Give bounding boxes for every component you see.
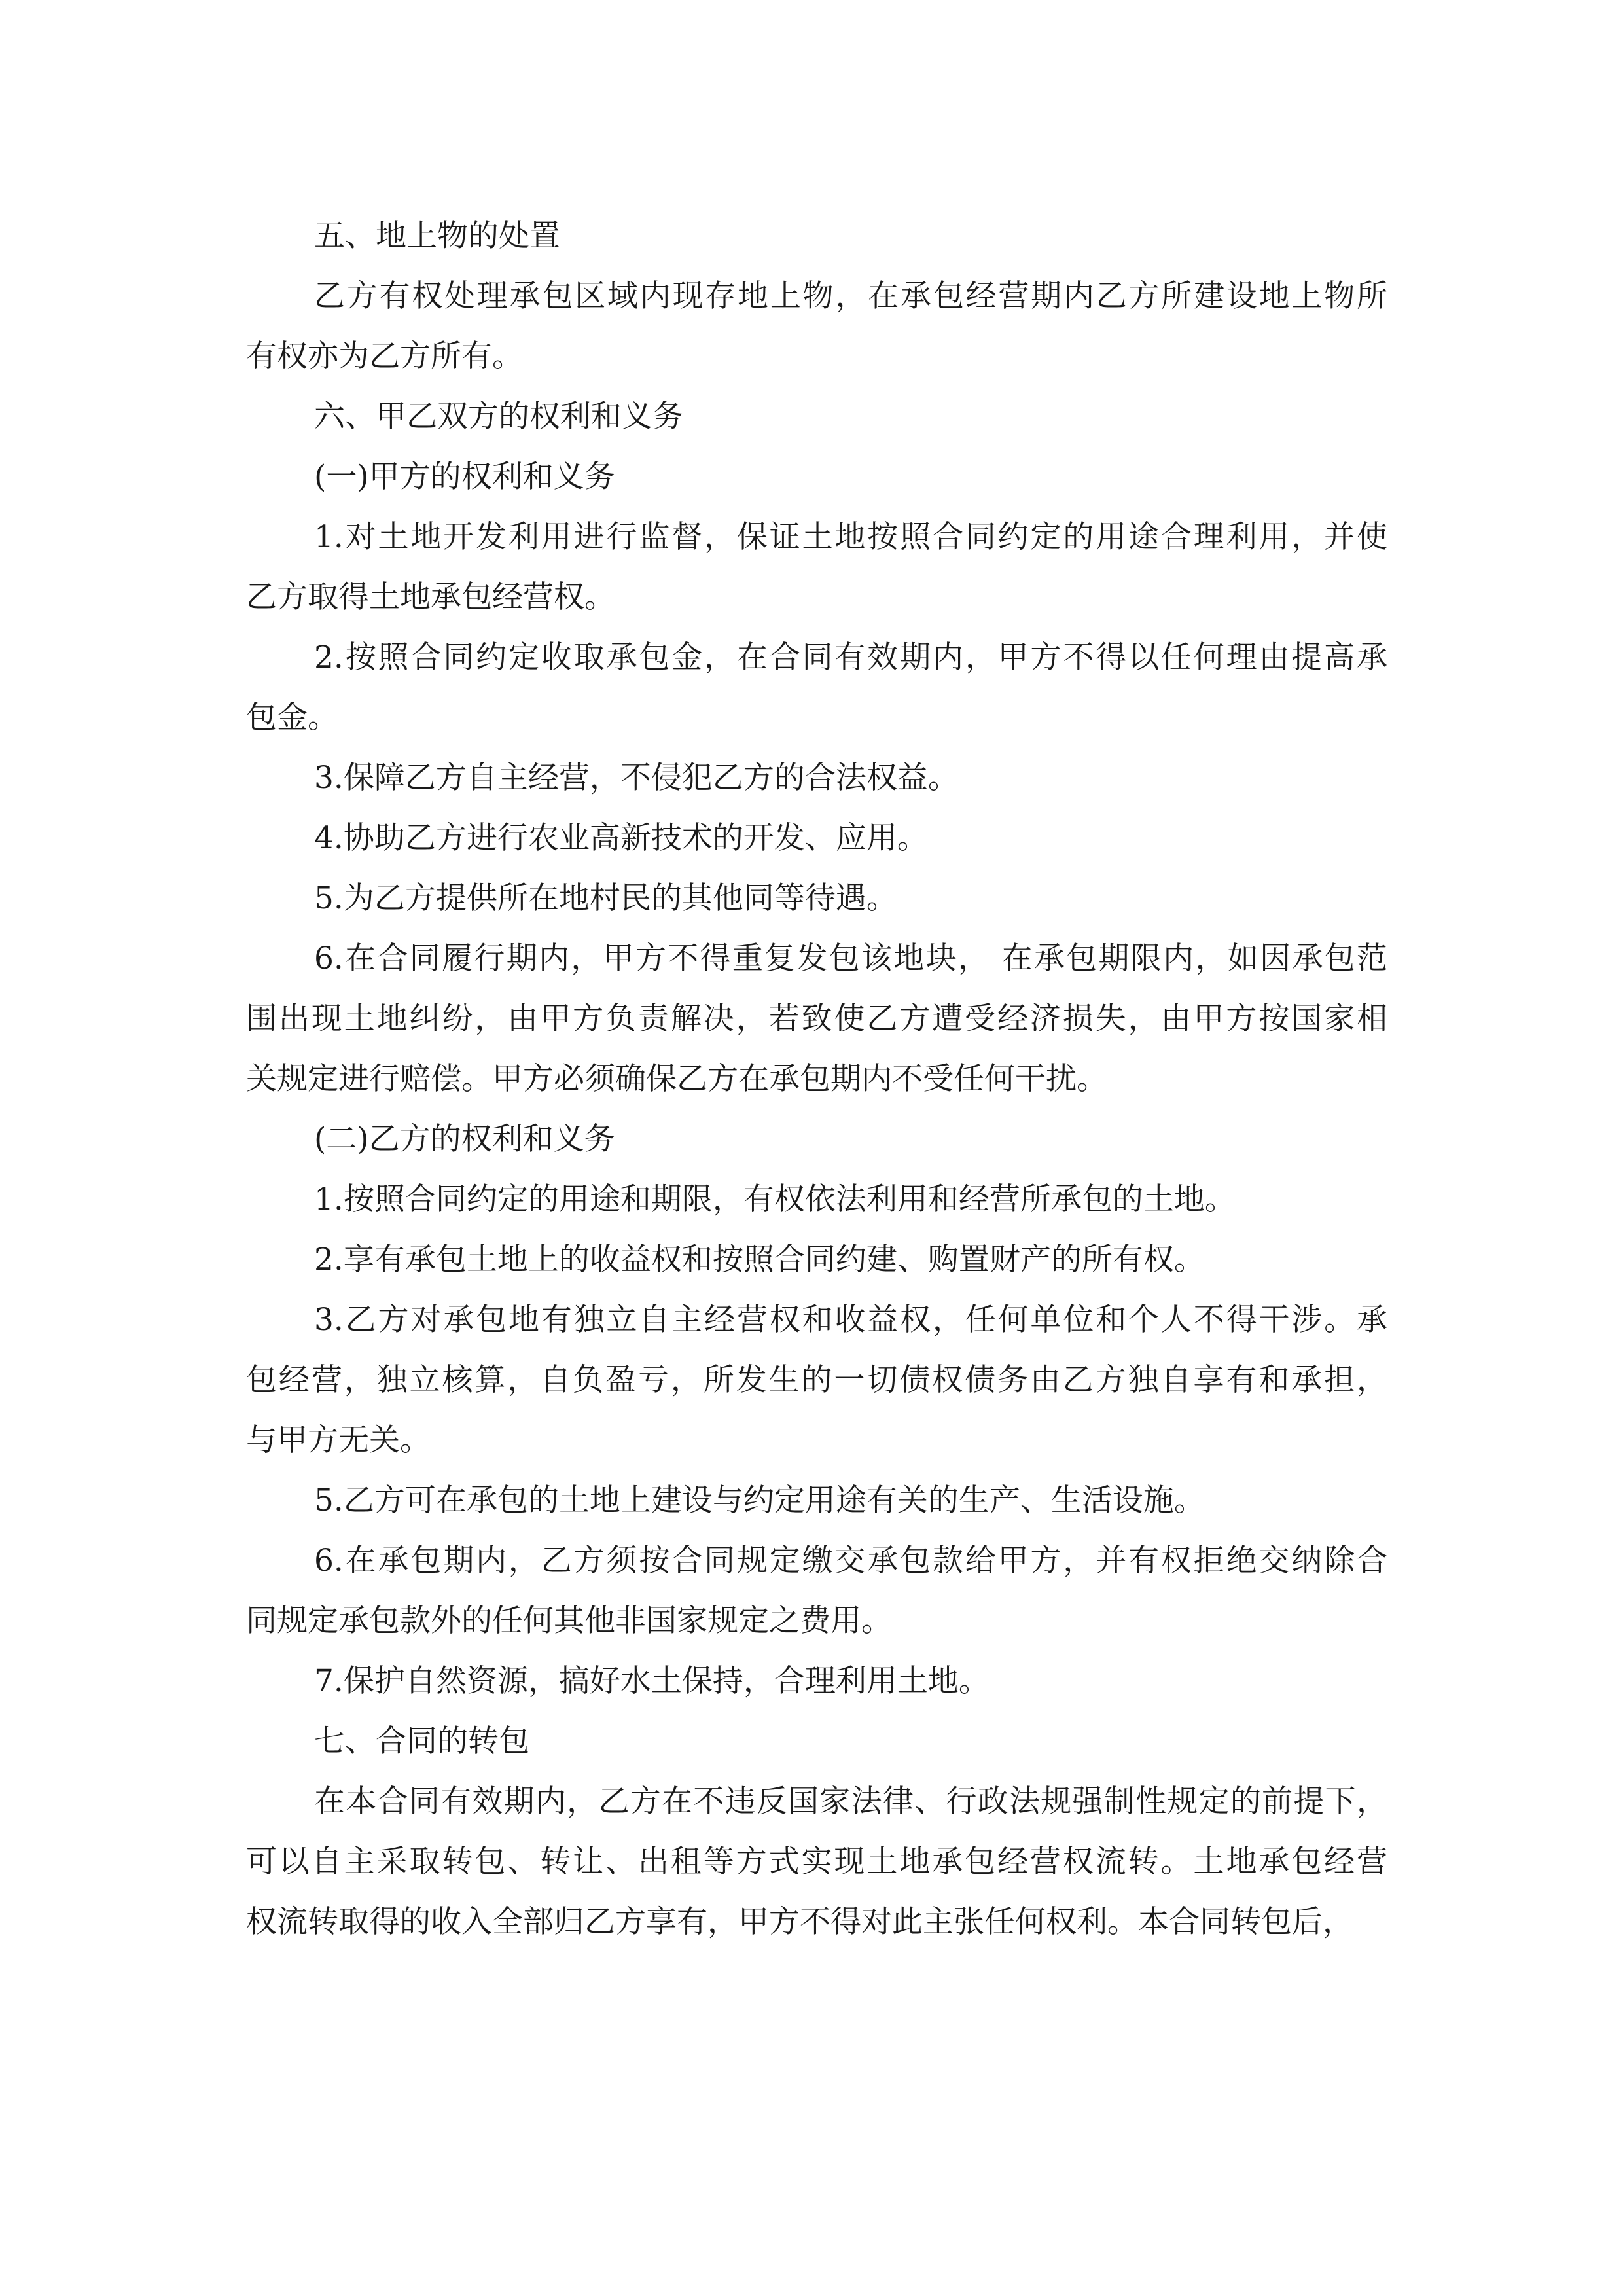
paragraph bbox=[246, 447, 1387, 507]
text-line: 2.享有承包土地上的收益权和按照合同约建、购置财产的所有权。 bbox=[314, 1242, 1205, 1278]
text-line: 与甲方无关。 bbox=[246, 1422, 431, 1458]
paragraph bbox=[246, 1109, 1387, 1170]
text-line: 1.按照合同约定的用途和期限，有权依法利用和经营所承包的土地。 bbox=[314, 1181, 1236, 1217]
text-line: 7.保护自然资源，搞好水土保持，合理利用土地。 bbox=[314, 1663, 990, 1699]
text-line: (一)甲方的权利和义务 bbox=[314, 459, 615, 495]
text-line: 3.乙方对承包地有独立自主经营权和收益权，任何单位和个人不得干涉。承 bbox=[314, 1302, 1387, 1338]
paragraph bbox=[246, 808, 1387, 869]
text-line: 乙方取得土地承包经营权。 bbox=[246, 579, 615, 615]
text-line: 3.保障乙方自主经营，不侵犯乙方的合法权益。 bbox=[314, 760, 959, 796]
paragraph bbox=[246, 1471, 1387, 1531]
paragraph bbox=[246, 1651, 1387, 1712]
paragraph bbox=[246, 507, 1387, 628]
text-line: 关规定进行赔偿。甲方必须确保乙方在承包期内不受任何干扰。 bbox=[246, 1061, 1107, 1097]
paragraph bbox=[246, 929, 1387, 1109]
text-line: 五、地上物的处置 bbox=[314, 218, 560, 254]
paragraph bbox=[246, 1531, 1387, 1651]
paragraph bbox=[246, 628, 1387, 748]
text-line: 包金。 bbox=[246, 700, 338, 736]
text-line: (二)乙方的权利和义务 bbox=[314, 1121, 615, 1157]
text-line: 围出现土地纠纷，由甲方负责解决，若致使乙方遭受经济损失，由甲方按国家相 bbox=[246, 1001, 1387, 1037]
paragraph bbox=[246, 1712, 1387, 1772]
text-line: 在本合同有效期内，乙方在不违反国家法律、行政法规强制性规定的前提下， bbox=[314, 1784, 1387, 1820]
text-line: 4.协助乙方进行农业高新技术的开发、应用。 bbox=[314, 820, 928, 856]
text-line: 六、甲乙双方的权利和义务 bbox=[314, 399, 683, 435]
paragraph bbox=[246, 1170, 1387, 1230]
text-line: 同规定承包款外的任何其他非国家规定之费用。 bbox=[246, 1603, 892, 1639]
text-line: 乙方有权处理承包区域内现存地上物，在承包经营期内乙方所建设地上物所 bbox=[314, 278, 1387, 314]
text-line: 6.在合同履行期内，甲方不得重复发包该地块， 在承包期限内，如因承包范 bbox=[314, 941, 1387, 977]
paragraph bbox=[246, 1230, 1387, 1290]
paragraph bbox=[246, 1290, 1387, 1471]
paragraph bbox=[246, 748, 1387, 808]
document-body bbox=[246, 206, 1387, 1952]
paragraph bbox=[246, 387, 1387, 447]
text-line: 1.对土地开发利用进行监督，保证土地按照合同约定的用途合理利用，并使 bbox=[314, 519, 1387, 555]
text-line: 可以自主采取转包、转让、出租等方式实现土地承包经营权流转。土地承包经营 bbox=[246, 1844, 1387, 1880]
text-line: 2.按照合同约定收取承包金，在合同有效期内，甲方不得以任何理由提高承 bbox=[314, 639, 1387, 675]
text-line: 权流转取得的收入全部归乙方享有，甲方不得对此主张任何权利。本合同转包后， bbox=[246, 1904, 1353, 1940]
paragraph bbox=[246, 869, 1387, 929]
paragraph bbox=[246, 206, 1387, 266]
text-line: 6.在承包期内，乙方须按合同规定缴交承包款给甲方，并有权拒绝交纳除合 bbox=[314, 1543, 1387, 1579]
text-line: 七、合同的转包 bbox=[314, 1723, 529, 1759]
paragraph bbox=[246, 266, 1387, 387]
text-line: 5.为乙方提供所在地村民的其他同等待遇。 bbox=[314, 880, 897, 916]
text-line: 包经营，独立核算，自负盈亏，所发生的一切债权债务由乙方独自享有和承担， bbox=[246, 1362, 1387, 1398]
paragraph bbox=[246, 1772, 1387, 1952]
text-line: 5.乙方可在承包的土地上建设与约定用途有关的生产、生活设施。 bbox=[314, 1482, 1205, 1518]
text-line: 有权亦为乙方所有。 bbox=[246, 338, 523, 374]
